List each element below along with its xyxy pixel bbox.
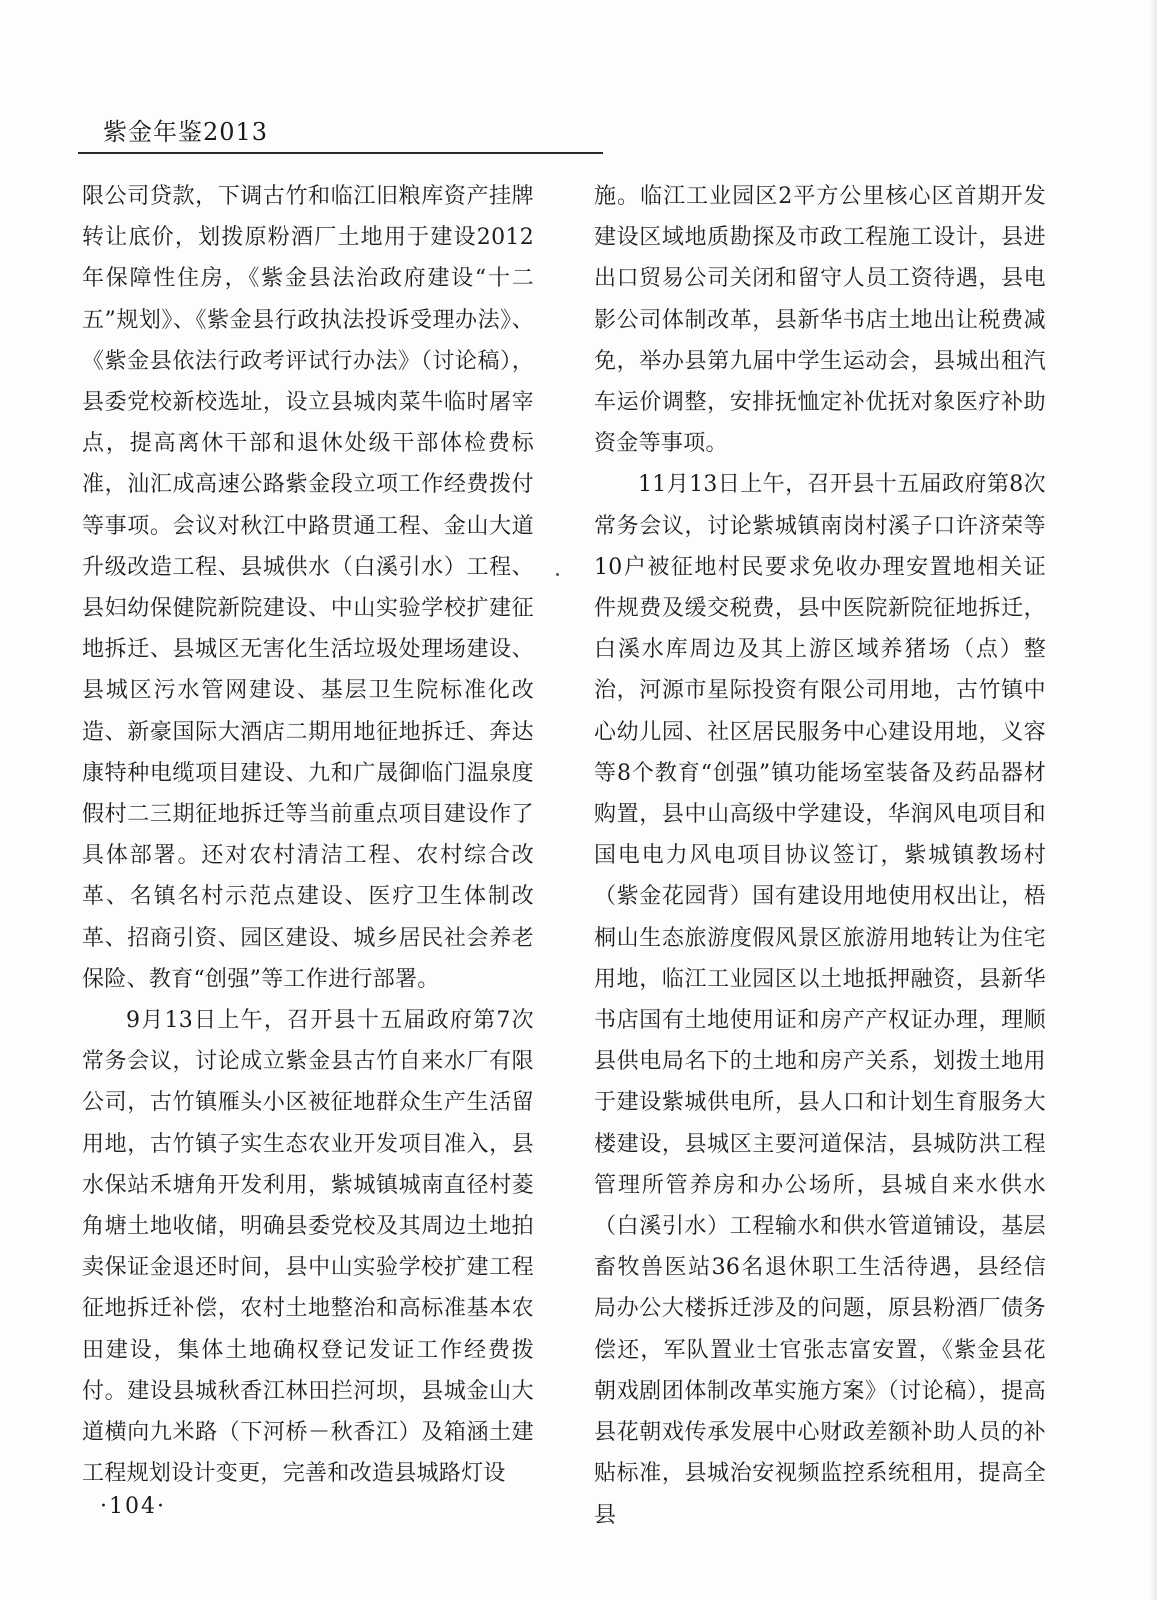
left-column [82, 176, 534, 1486]
paragraph: 9月13日上午，召开县十五届政府第7次常务会议，讨论成立紫金县古竹自来水厂有限公司，古竹镇雁头小区被征地群众生产生活留用地，古竹镇子实生态农业开发项目准入，县水保站禾塘角开发利用，紫城镇城南直径村菱角塘土地收储，明确县委党校及其周边土地拍卖保证金退还时间，县中山实验学校扩建工程征地拆迁补偿，农村土地整治和高标准基本农田建设，集体土地确权登记发证工作经费拨付。建设县城秋香江林田拦河坝，县城金山大道横向九米路（下河桥－秋香江）及箱涵土建工程规划设计变更，完善和改造县城路灯设 [82, 1008, 534, 1487]
page-number: ·104· [100, 1494, 166, 1519]
right-column [594, 176, 1046, 1528]
running-title: 紫金年鉴2013 [103, 118, 269, 146]
header-rule [78, 152, 603, 154]
paragraph: 11月13日上午，召开县十五届政府第8次常务会议，讨论紫城镇南岗村溪子口许济荣等10户被征地村民要求免收办理安置地相关证件规费及缓交税费，县中医院新院征地拆迁，白溪水库周边及其上游区域养猪场（点）整治，河源市星际投资有限公司用地，古竹镇中心幼儿园、社区居民服务中心建设用地，义容等8个教育“创强”镇功能场室装备及药品器材购置，县中山高级中学建设，华润风电项目和国电电力风电项目协议签订，紫城镇教场村（紫金花园背）国有建设用地使用权出让，梧桐山生态旅游度假风景区旅游用地转让为住宅用地，临江工业园区以土地抵押融资，县新华书店国有土地使用证和房产产权证办理，理顺县供电局名下的土地和房产关系，划拨土地用于建设紫城供电所，县人口和计划生育服务大楼建设，县城区主要河道保洁，县城防洪工程管理所管养房和办公场所，县城自来水供水（白溪引水）工程输水和供水管道铺设，基层畜牧兽医站36名退休职工生活待遇，县经信局办公大楼拆迁涉及的问题，原县粉酒厂债务偿还，军队置业士官张志富安置，《紫金县花朝戏剧团体制改革实施方案》（讨论稿），提高县花朝戏传承发展中心财政差额补助人员的补贴标准，县城治安视频监控系统租用，提高全县 [594, 472, 1046, 1528]
paragraph: 限公司贷款，下调古竹和临江旧粮库资产挂牌转让底价，划拨原粉酒厂土地用于建设2012年保障性住房，《紫金县法治政府建设“十二五”规划》、《紫金县行政执法投诉受理办法》、《紫金县依法行政考评试行办法》（讨论稿），县委党校新校选址，设立县城肉菜牛临时屠宰点，提高离休干部和退休处级干部体检费标准，汕汇成高速公路紫金段立项工作经费拨付等事项。会议对秋江中路贯通工程、金山大道升级改造工程、县城供水（白溪引水）工程、县妇幼保健院新院建设、中山实验学校扩建征地拆迁、县城区无害化生活垃圾处理场建设、县城区污水管网建设、基层卫生院标准化改造、新豪国际大酒店二期用地征地拆迁、奔达康特种电缆项目建设、九和广晟御临门温泉度假村二三期征地拆迁等当前重点项目建设作了具体部署。还对农村清洁工程、农村综合改革、名镇名村示范点建设、医疗卫生体制改革、招商引资、园区建设、城乡居民社会养老保险、教育“创强”等工作进行部署。 [82, 184, 534, 992]
scan-speck [556, 573, 559, 576]
paragraph: 施。临江工业园区2平方公里核心区首期开发建设区域地质勘探及市政工程施工设计，县进出口贸易公司关闭和留守人员工资待遇，县电影公司体制改革，县新华书店土地出让税费减免，举办县第九届中学生运动会，县城出租汽车运价调整，安排抚恤定补优抚对象医疗补助资金等事项。 [594, 184, 1046, 457]
scan-edge-shadow [1149, 0, 1157, 1600]
